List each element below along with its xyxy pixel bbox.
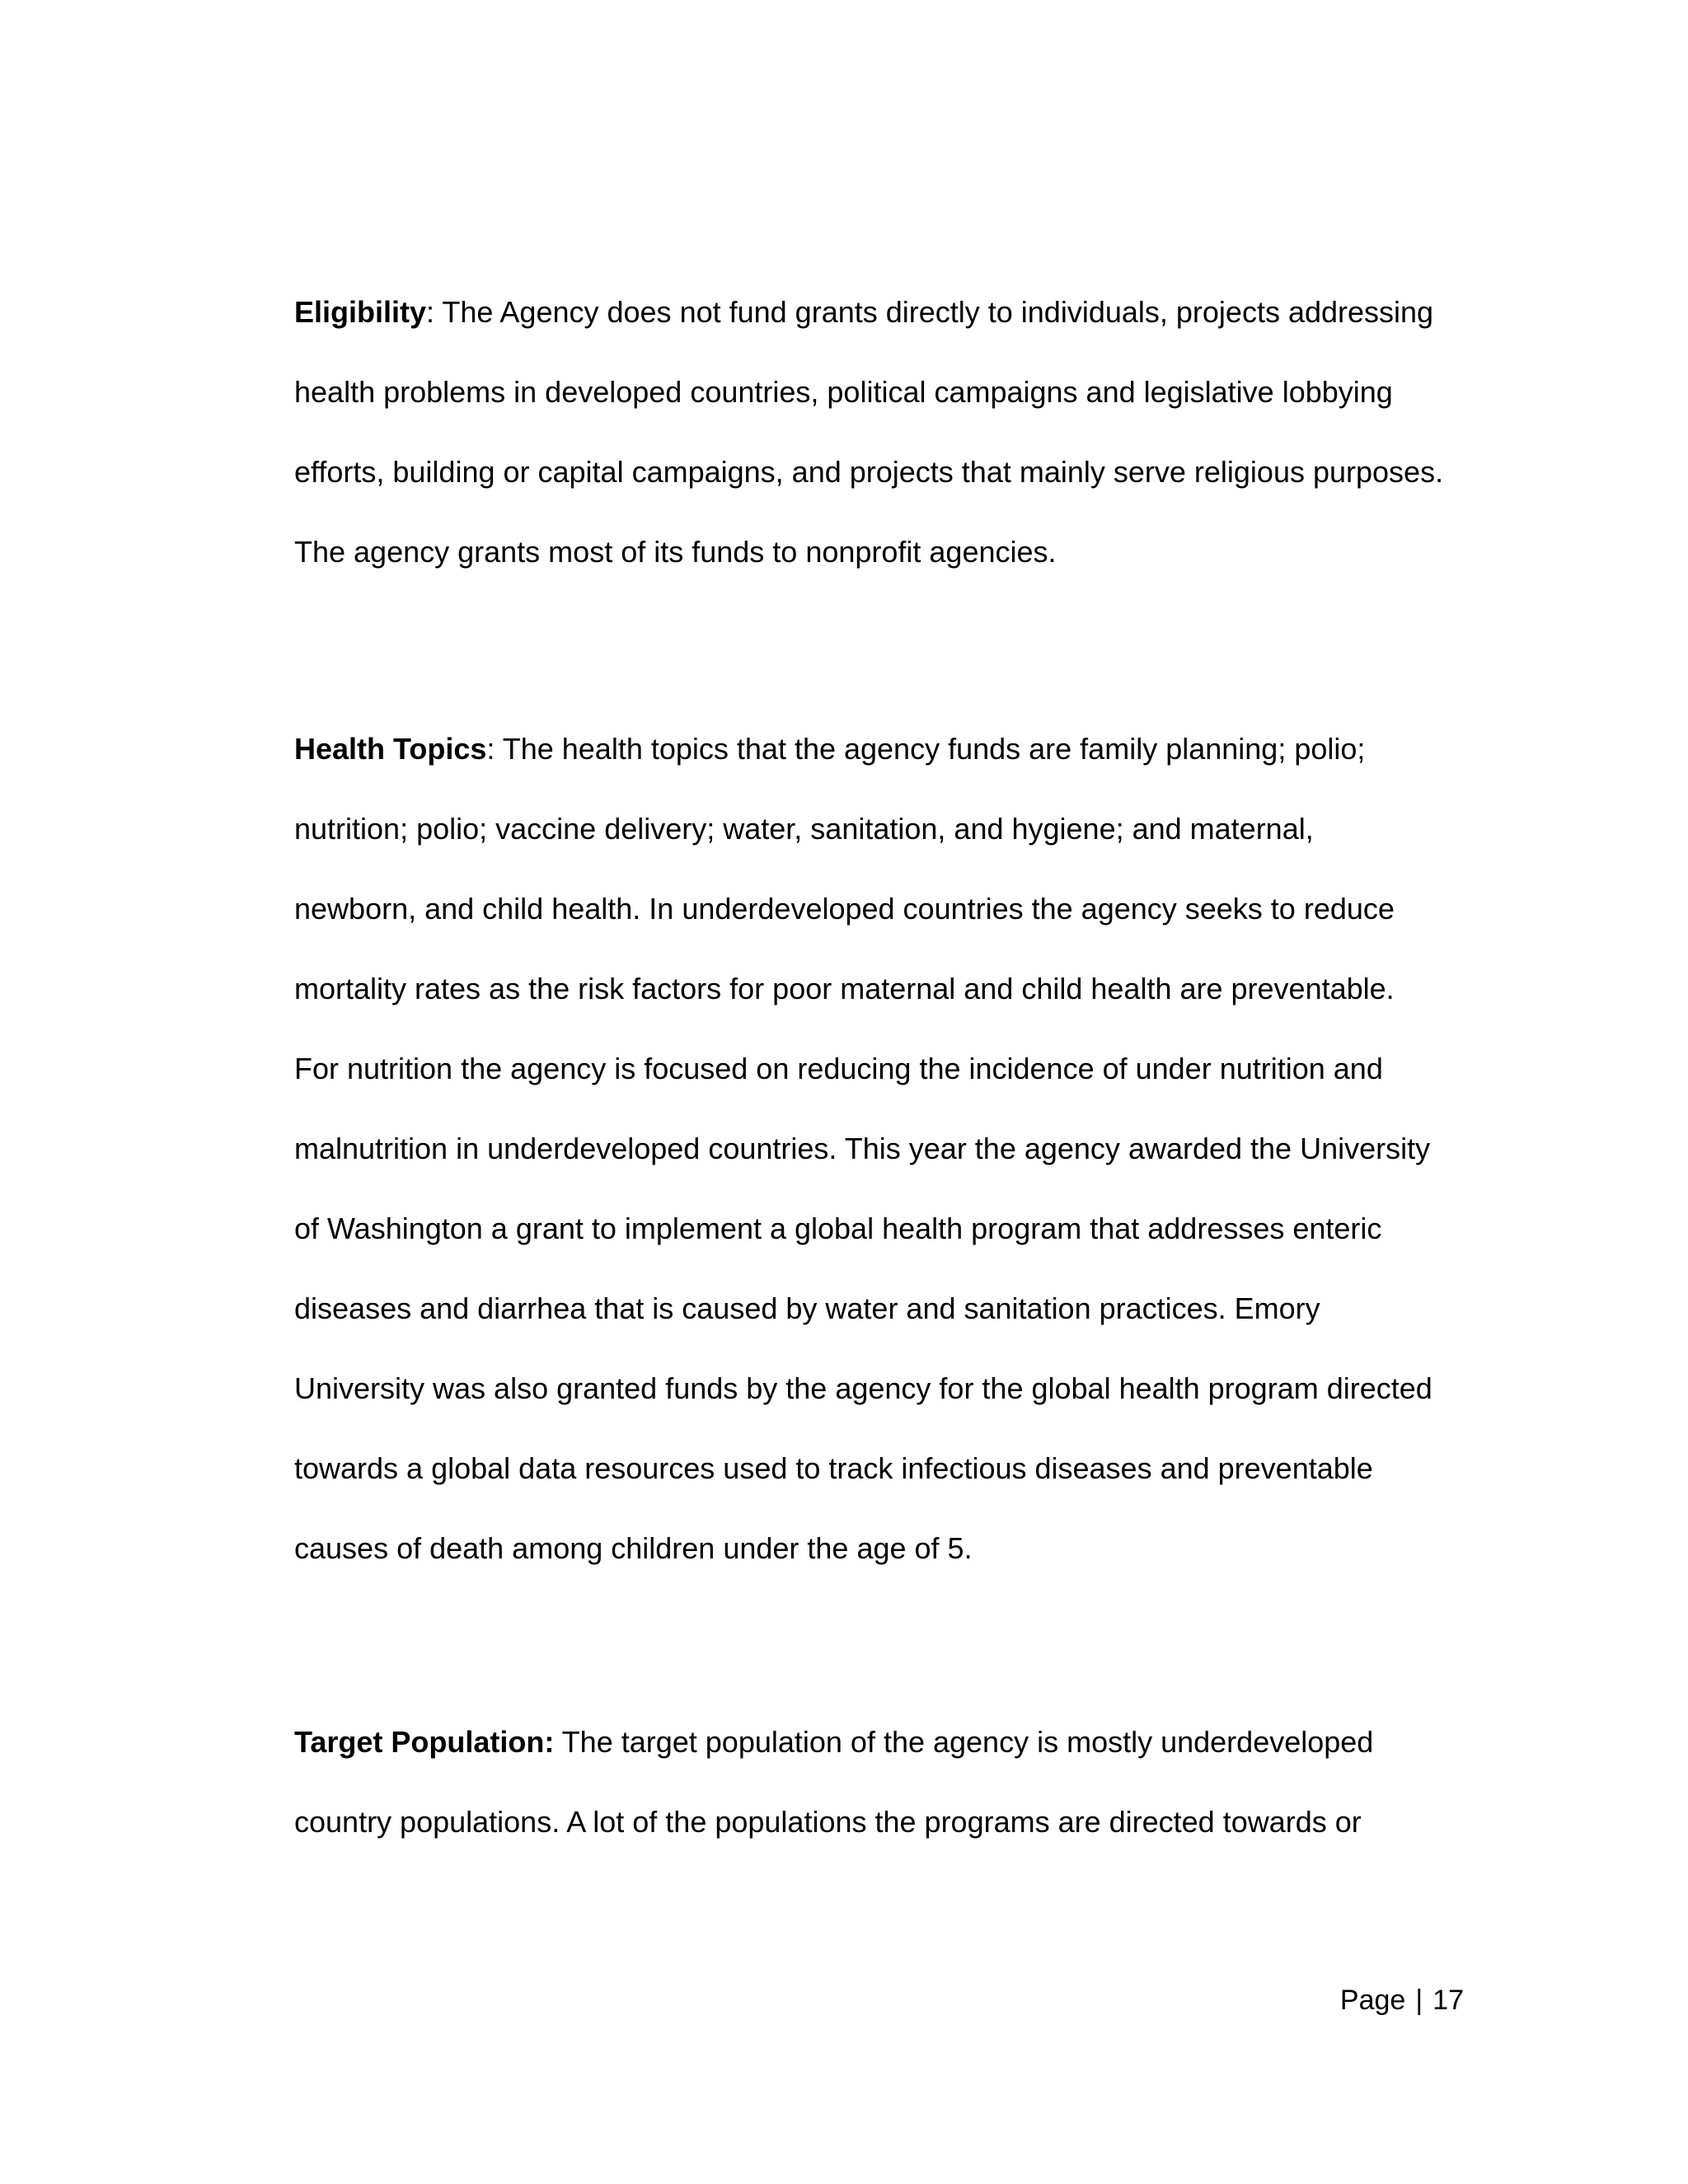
paragraph-line: mortality rates as the risk factors for poor maternal and child health are preventable. bbox=[294, 972, 1395, 1005]
paragraph-line bbox=[294, 709, 1465, 789]
page-separator: | bbox=[1415, 1985, 1423, 2016]
eligibility-paragraph bbox=[294, 272, 1465, 592]
paragraph-line: diseases and diarrhea that is caused by water and sanitation practices. Emory bbox=[294, 1291, 1320, 1325]
health-topics-paragraph bbox=[294, 709, 1465, 1588]
paragraph-line: nutrition; polio; vaccine delivery; water, sanitation, and hygiene; and maternal, bbox=[294, 812, 1314, 846]
paragraph-line: efforts, building or capital campaigns, and projects that mainly serve religious purposes. bbox=[294, 455, 1444, 489]
page-footer bbox=[1340, 1982, 1464, 2018]
target-population-heading: Target Population: bbox=[294, 1725, 555, 1759]
paragraph-line: country populations. A lot of the populations the programs are directed towards or bbox=[294, 1805, 1362, 1839]
paragraph-line: health problems in developed countries, political campaigns and legislative lobbying bbox=[294, 375, 1393, 409]
health-topics-heading: Health Topics bbox=[294, 732, 487, 766]
page-label: Page bbox=[1339, 1985, 1406, 2016]
paragraph-text: The target population of the agency is mostly underdeveloped bbox=[554, 1725, 1374, 1759]
eligibility-heading: Eligibility bbox=[294, 295, 427, 329]
paragraph-line: towards a global data resources used to track infectious diseases and preventable bbox=[294, 1451, 1373, 1485]
target-population-paragraph bbox=[294, 1702, 1465, 1862]
paragraph-text: : The health topics that the agency funds are family planning; polio; bbox=[486, 732, 1366, 766]
page-number: 17 bbox=[1432, 1985, 1464, 2016]
paragraph-line: University was also granted funds by the agency for the global health program directed bbox=[294, 1371, 1432, 1405]
paragraph-line bbox=[294, 272, 1465, 352]
paragraph-line: The agency grants most of its funds to nonprofit agencies. bbox=[294, 535, 1057, 569]
paragraph-line: For nutrition the agency is focused on reducing the incidence of under nutrition and bbox=[294, 1052, 1383, 1085]
paragraph-line: causes of death among children under the age of 5. bbox=[294, 1531, 973, 1565]
paragraph-line: of Washington a grant to implement a global health program that addresses enteric bbox=[294, 1212, 1382, 1245]
paragraph-line bbox=[294, 1702, 1465, 1782]
paragraph-line: newborn, and child health. In underdeveloped countries the agency seeks to reduce bbox=[294, 892, 1395, 926]
paragraph-text: : The Agency does not fund grants directly to individuals, projects addressing bbox=[426, 295, 1434, 329]
paragraph-line: malnutrition in underdeveloped countries. This year the agency awarded the University bbox=[294, 1132, 1431, 1165]
